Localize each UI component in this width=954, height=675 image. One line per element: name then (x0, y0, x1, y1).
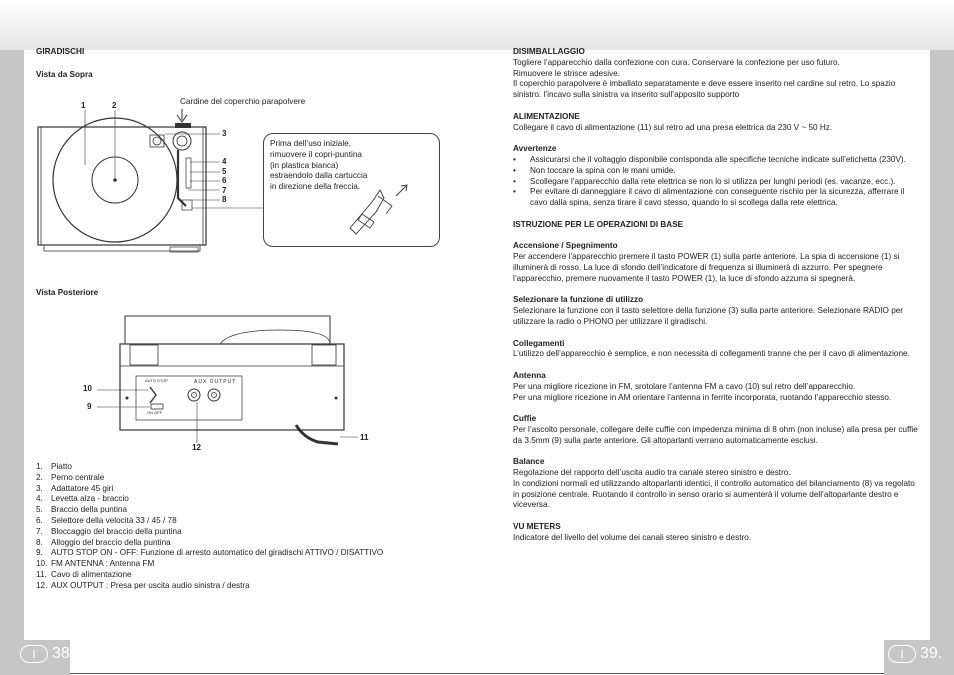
legend-number: 11. (36, 569, 47, 579)
power-title: ALIMENTAZIONE (513, 111, 580, 121)
section-title: Cuffie (513, 414, 537, 424)
legend-text: AUTO STOP ON - OFF: Funzione di arresto automatico del giradischi ATTIVO / DISATTIVO (51, 548, 384, 558)
section-title: Antenna (513, 370, 546, 380)
section-title: VU METERS (513, 522, 561, 532)
lid-hinge-label: Cardine del coperchio parapolvere (180, 97, 306, 106)
callout-7: 7 (222, 186, 227, 195)
section-text: Per l’ascolto personale, collegare delle cuffie con impedenza minima di 8 ohm (non incluse) alla presa per cuffie da 3.5mm (9) sulla parte anteriore. Gli altoparlanti verrano automaticamente esclusi. (513, 424, 918, 445)
section-title: Accensione / Spegnimento (513, 241, 618, 251)
warning-item: • Non toccare la spina con le mani umide. (513, 166, 918, 177)
parts-legend (36, 462, 456, 592)
section-text: Indicatore del livello del volume dei canali stereo sinistro e destro. (513, 532, 752, 542)
legend-number: 12. (36, 580, 48, 590)
unpacking-line-2: Rimuovere le strisce adesive. (513, 68, 620, 78)
callout-6: 6 (222, 176, 227, 185)
legend-text: Selettore della velocità 33 / 45 / 78 (51, 515, 177, 525)
page-number-right: 39. (920, 645, 943, 662)
section-text: Per una migliore ricezione in FM, srotolare l’antenna FM a cavo (10) sul retro dell’apparecchio. (513, 381, 856, 391)
legend-text: Perno centrale (51, 472, 105, 482)
legend-item (36, 516, 456, 527)
legend-item (36, 473, 456, 484)
legend-item (36, 505, 456, 516)
page-tab-right (884, 640, 954, 675)
section-heading-giradischi: GIRADISCHI (36, 47, 85, 56)
legend-item (36, 538, 456, 549)
instruction-sections (513, 241, 918, 543)
warnings-list (513, 155, 918, 209)
legend-text: Adattatore 45 giri (51, 483, 114, 493)
page-number-left: 38. (52, 645, 75, 662)
callout-8: 8 (222, 195, 227, 204)
legend-item (36, 494, 456, 505)
aux-output-label: AUX OUTPUT (194, 379, 237, 385)
unpacking-line-1: Togliere l’apparecchio dalla confezione con cura. Conservare la confezione per uso futuro. (513, 57, 840, 67)
legend-text: AUX OUTPUT : Presa per uscita audio sinistra / destra (51, 580, 250, 590)
footer-rule (70, 673, 884, 674)
instructions-column (513, 47, 918, 544)
callout-9: 9 (87, 402, 92, 411)
section-text: In condizioni normali ed utilizzando altoparlanti identici, il controllo automatico del bilanciamento (8) va regolato in posizione centrale. Ruotando il controllo in senso orario si aumenterà il volume dell’altoparlante destro e viceversa. (513, 478, 915, 510)
callout-11: 11 (360, 433, 369, 442)
legend-number: 6. (36, 515, 43, 525)
on-off-label: ON OFF (147, 410, 163, 415)
legend-number: 1. (36, 462, 43, 471)
legend-item (36, 581, 456, 592)
legend-item (36, 548, 456, 559)
legend-text: Levetta alza - braccio (51, 494, 129, 504)
unpacking-line-3: Il coperchio parapolvere è imballato separatamente e deve essere inserito nel cardine sul retro. Lo spazio sinistro. l’incavo sulla sinistra va inserito sull’apposito supporto (513, 79, 896, 100)
warning-item: • Per evitare di danneggiare il cavo di alimentazione con conseguente rischio per la sicurezza, afferrare il cavo dalla spina, senza tirare il cavo stesso, quando lo si scollega dalla rete elettrica. (513, 187, 918, 209)
legend-number: 3. (36, 483, 43, 493)
rear-view-title: Vista Posteriore (36, 288, 99, 297)
stylus-cover-callout-text: Prima dell’uso iniziale, rimuovere il copri-puntina (in plastica bianca) estraendolo dalla cartuccia in direzione della freccia. (270, 139, 368, 192)
legend-item (36, 570, 456, 581)
unpacking-title: DISIMBALLAGGIO (513, 47, 585, 56)
legend-number: 2. (36, 472, 43, 482)
legend-item (36, 462, 456, 473)
section-text: Per una migliore ricezione in AM orientare l’antenna in ferrite incorporata, ruotando l’apparecchio stesso. (513, 392, 892, 402)
callout-2: 2 (112, 101, 117, 110)
legend-text: Bloccaggio del braccio della puntina (51, 526, 182, 536)
callout-4: 4 (222, 157, 227, 166)
legend-item (36, 559, 456, 570)
callout-3: 3 (222, 129, 227, 138)
legend-number: 7. (36, 526, 43, 536)
page-tab-left (0, 640, 75, 675)
legend-text: Piatto (51, 462, 72, 471)
top-view-title: Vista da Sopra (36, 70, 93, 79)
section-text: Selezionare la funzione con il tasto selettore della funzione (3) sulla parte anteriore. Selezionare RADIO per utilizzare la radio o PHONO per utilizzare il giradischi. (513, 306, 904, 326)
legend-text: Alloggio del braccio della puntina (51, 537, 171, 547)
legend-item (36, 527, 456, 538)
legend-number: 8. (36, 537, 43, 547)
section-text: Per accendere l’apparecchio premere il tasto POWER (1) sulla parte anteriore. La spia di accensione (1) si illuminerà di rosso. La luce di sfondo dell’indicatore di frequenza si illuminerà di azzurro. Per spegnere l’apparecchio, premere nuovamente il tasto POWER (1), la luce di sfondo azzurra si spegnerà. (513, 252, 900, 283)
legend-number: 5. (36, 505, 43, 515)
auto-stop-label: AUTO STOP (145, 378, 168, 383)
callout-5: 5 (222, 167, 227, 176)
section-text: L’utilizzo dell’apparecchio è semplice, e non necessita di collegamenti tranne che per il cavo di alimentazione. (513, 349, 910, 359)
legend-number: 9. (36, 548, 43, 558)
section-title: Selezionare la funzione di utilizzo (513, 295, 644, 305)
legend-text: Cavo di alimentazione (51, 569, 132, 579)
callout-10: 10 (83, 384, 92, 393)
legend-number: 4. (36, 494, 43, 504)
warnings-title: Avvertenze (513, 144, 557, 154)
callout-12: 12 (192, 443, 201, 452)
warning-item: • Assicurarsi che il voltaggio disponibile corrisponda alle specifiche tecniche indicate sull’etichetta (230V). (513, 155, 918, 166)
language-badge: I (20, 645, 48, 663)
instructions-title: ISTRUZIONE PER LE OPERAZIONI DI BASE (513, 219, 684, 229)
section-title: Collegamenti (513, 338, 565, 348)
section-text: Regolazione del rapporto dell’uscita audio tra canale stereo sinistro e destro. (513, 468, 791, 478)
legend-item (36, 484, 456, 495)
warning-item: • Scollegare l’apparecchio dalla rete elettrica se non lo si utilizza per lunghi periodi (es. vacanze, ecc.). (513, 177, 918, 188)
section-title: Balance (513, 457, 545, 467)
legend-number: 10. (36, 559, 48, 569)
legend-text: FM ANTENNA : Antenna FM (51, 559, 155, 569)
power-text: Collegare il cavo di alimentazione (11) sul retro ad una presa elettrica da 230 V ~ 50 Hz. (513, 122, 833, 132)
language-badge: I (888, 645, 916, 663)
callout-1: 1 (81, 101, 86, 110)
legend-text: Braccio della puntina (51, 505, 128, 515)
